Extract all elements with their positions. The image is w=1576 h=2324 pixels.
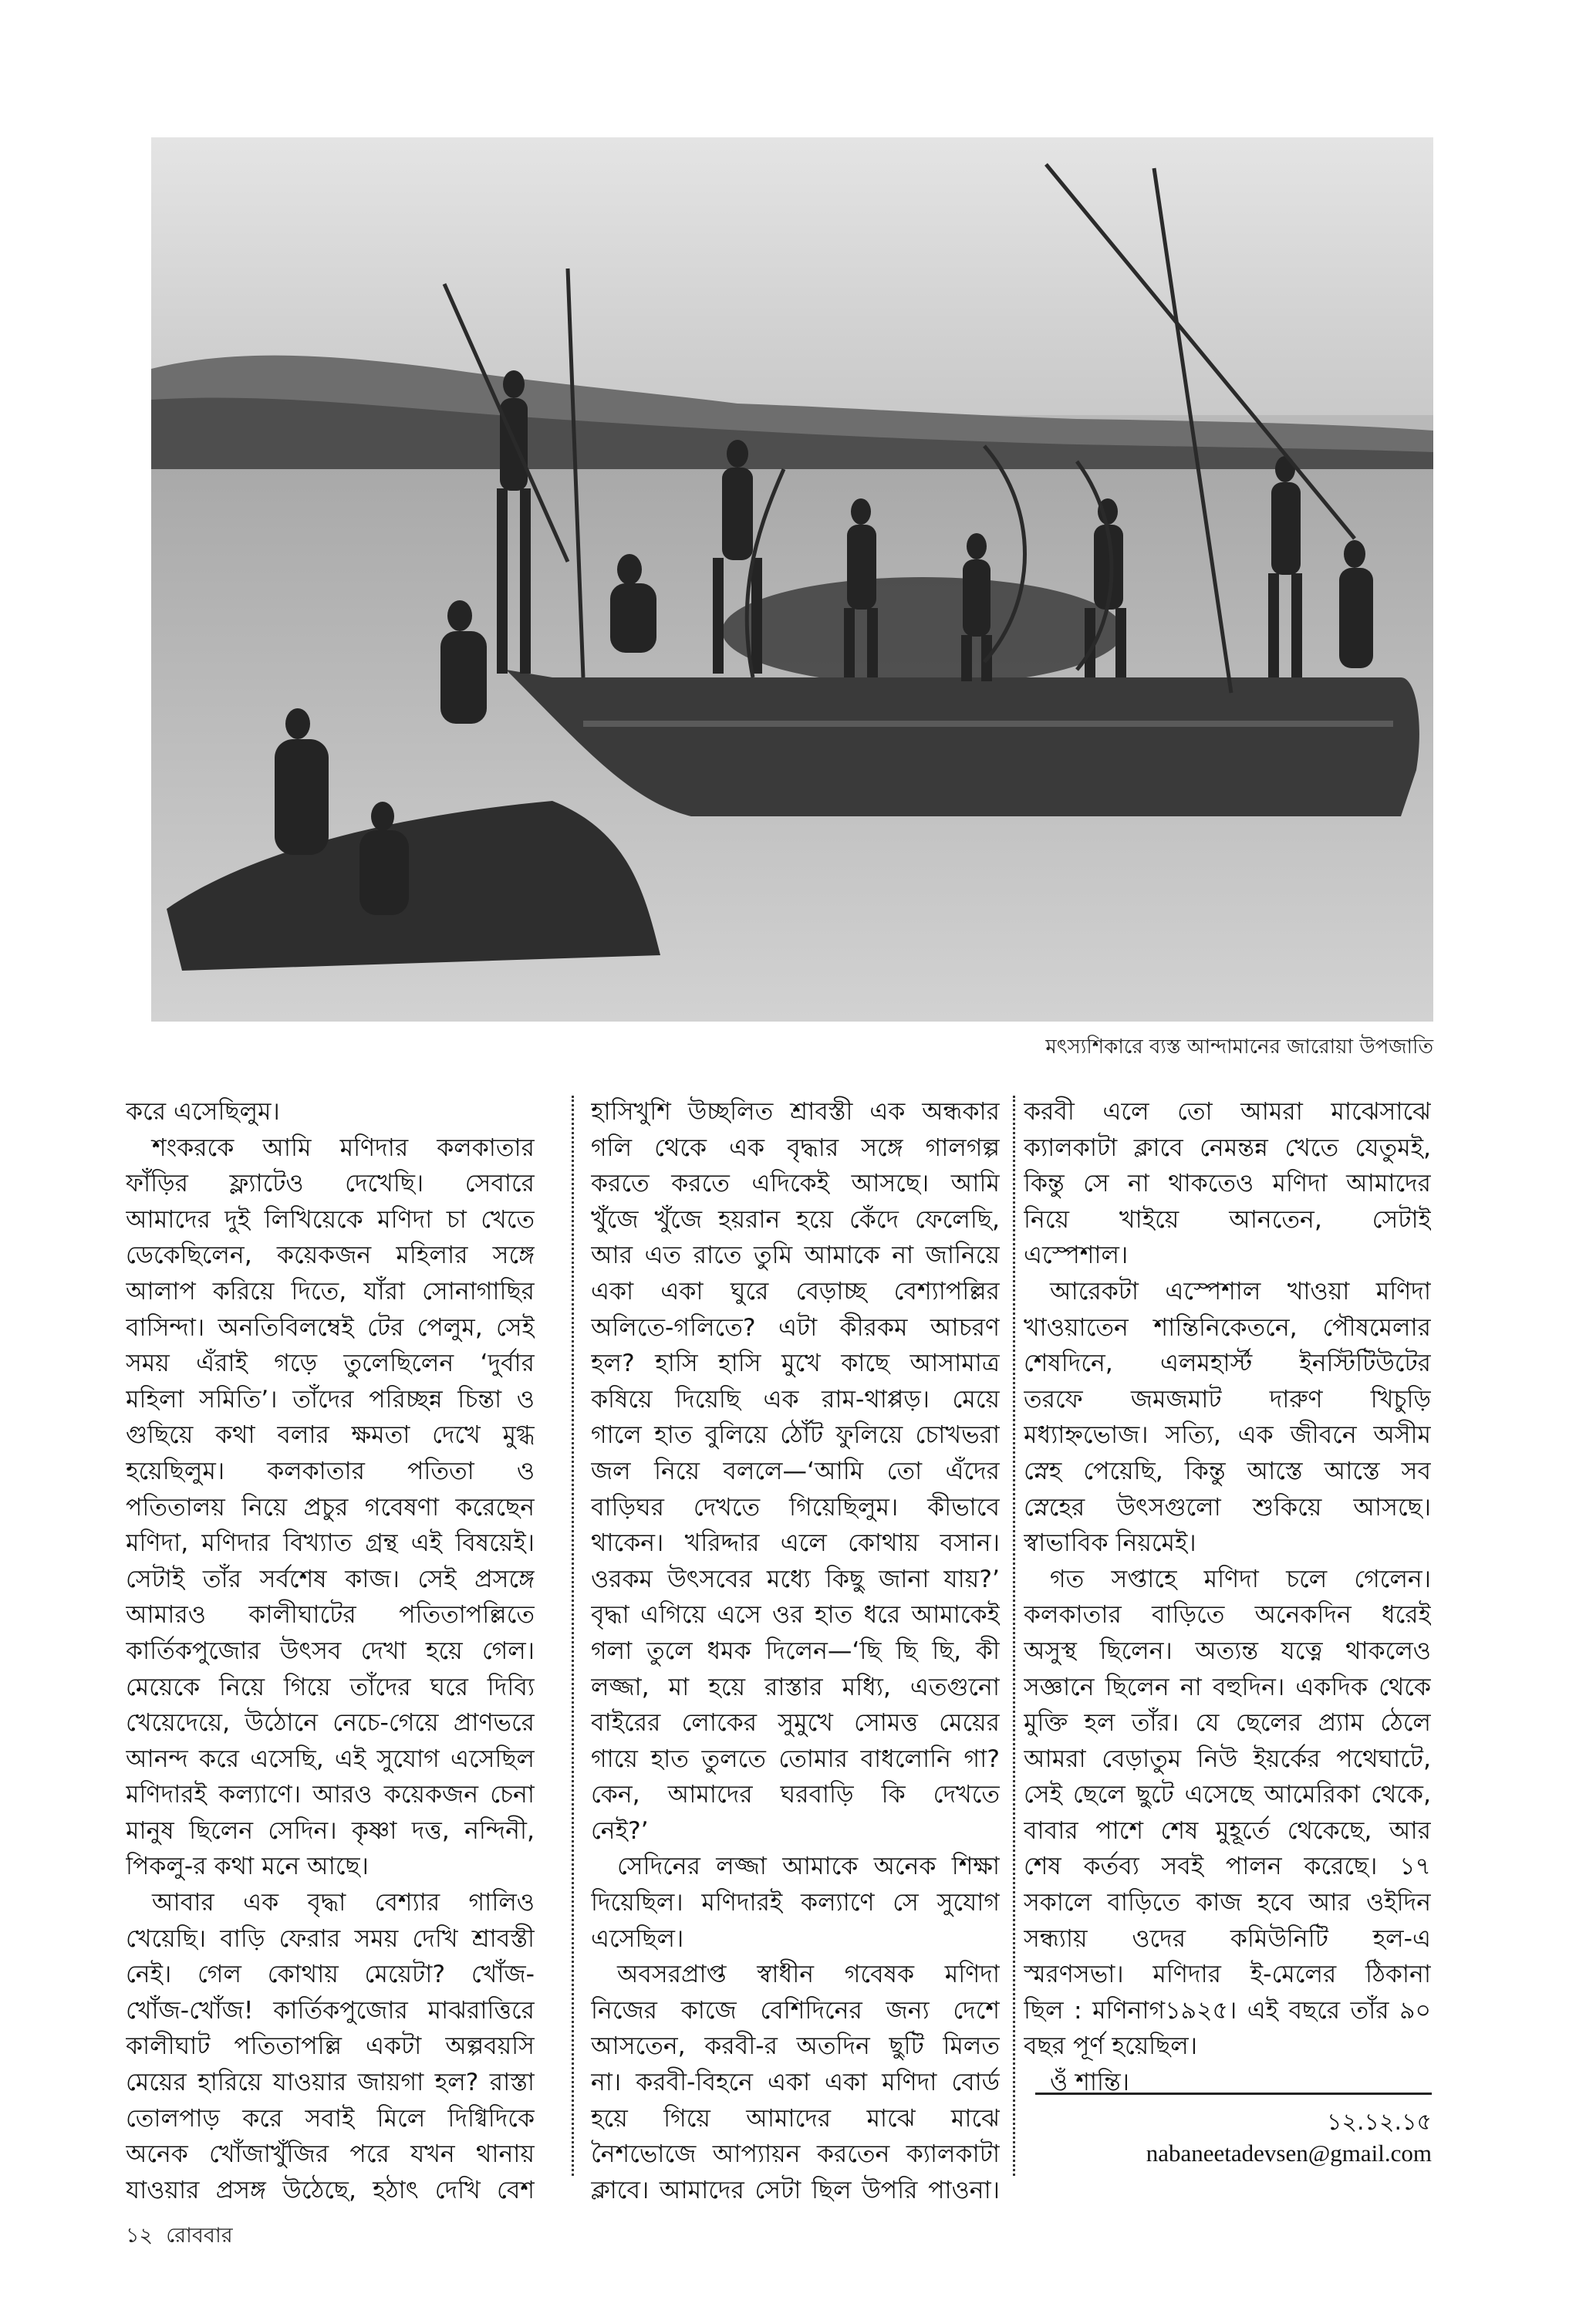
text-line: কেন, আমাদের ঘরবাড়ি কি দেখতে <box>591 1781 1000 1809</box>
text-line: মেয়ের হারিয়ে যাওয়ার জায়গা হল? রাস্তা <box>126 2069 535 2097</box>
text-line: শেষ কর্তব্য সবই পালন করেছে। ১৭ <box>1024 1853 1431 1881</box>
signoff-rule <box>1035 2093 1432 2095</box>
text-line: ডেকেছিলেন, কয়েকজন মহিলার সঙ্গে <box>126 1241 535 1270</box>
text-line: অসুস্থ ছিলেন। অত্যন্ত যত্নে থাকলেও <box>1024 1637 1431 1665</box>
text-line: ফাঁড়ির ফ্ল্যাটেও দেখেছি। সেবারে <box>126 1170 535 1198</box>
text-line: স্নেহের উৎসগুলো শুকিয়ে আসছে। <box>1024 1493 1431 1522</box>
text-line: করে এসেছিলুম। <box>126 1098 280 1126</box>
text-line: অলিতে-গলিতে? এটা কীরকম আচরণ <box>591 1313 1000 1342</box>
text-line: জল নিয়ে বললে—‘আমি তো এঁদের <box>591 1457 1000 1485</box>
text-line: নৈশভোজে আপ্যায়ন করতেন ক্যালকাটা <box>591 2140 1000 2169</box>
text-line: সজ্ঞানে ছিলেন না বহুদিন। একদিক থেকে <box>1024 1673 1431 1701</box>
text-line: মণিদা, মণিদার বিখ্যাত গ্রন্থ এই বিষয়েই। <box>126 1529 535 1558</box>
text-line: অনেক খোঁজাখুঁজির পরে যখন থানায় <box>126 2140 535 2169</box>
text-line: ছিল : মণিনাগ১৯২৫। এই বছরে তাঁর ৯০ <box>1024 1996 1431 2025</box>
text-line: শংকরকে আমি মণিদার কলকাতার <box>152 1133 535 1162</box>
text-line: আমাদের দুই লিখিয়েকে মণিদা চা খেতে <box>126 1205 535 1234</box>
text-line: থাকেন। খরিদ্দার এলে কোথায় বসান। <box>591 1529 1000 1558</box>
text-line: আনন্দ করে এসেছি, এই সুযোগ এসেছিল <box>126 1745 535 1773</box>
author-email: nabaneetadevsen@gmail.com <box>1146 2140 1432 2167</box>
text-line: ওরকম উৎসবের মধ্যে কিছু জানা যায়?’ <box>591 1565 1000 1593</box>
text-line: সকালে বাড়িতে কাজ হবে আর ওইদিন <box>1024 1889 1431 1917</box>
text-line: লজ্জা, মা হয়ে রাস্তার মধ্যি, এতগুনো <box>591 1673 1000 1701</box>
page-number: ১২ <box>126 2224 154 2248</box>
text-line: করবী এলে তো আমরা মাঝেসাঝে <box>1024 1098 1431 1126</box>
page-footer <box>126 2220 233 2255</box>
text-line: মণিদারই কল্যাণে। আরও কয়েকজন চেনা <box>126 1781 535 1809</box>
column-divider <box>1013 1096 1015 2176</box>
text-line: ওঁ শান্তি। <box>1050 2069 1129 2097</box>
article-column-3 <box>1024 1094 1431 2101</box>
text-line: স্মরণসভা। মণিদার ই-মেলের ঠিকানা <box>1024 1961 1431 1989</box>
text-line: বাইরের লোকের সুমুখে সোমত্ত মেয়ের <box>591 1709 1000 1738</box>
text-line: খুঁজে খুঁজে হয়রান হয়ে কেঁদে ফেলেছি, <box>591 1205 1000 1234</box>
text-line: সেদিনের লজ্জা আমাকে অনেক শিক্ষা <box>617 1853 1000 1881</box>
text-line: একা একা ঘুরে বেড়াচ্ছ বেশ্যাপল্লির <box>591 1277 1000 1306</box>
publication-name: রোববার <box>166 2224 233 2248</box>
text-line: বাড়িঘর দেখতে গিয়েছিলুম। কীভাবে <box>591 1493 1000 1522</box>
text-line: কষিয়ে দিয়েছি এক রাম-থাপ্পড়। মেয়ে <box>591 1385 1000 1414</box>
text-line: করতে করতে এদিকেই আসছে। আমি <box>591 1170 1000 1198</box>
text-line: কলকাতার বাড়িতে অনেকদিন ধরেই <box>1024 1601 1431 1630</box>
text-line: স্বাভাবিক নিয়মেই। <box>1024 1529 1196 1558</box>
dugout-canoe <box>506 670 1419 816</box>
text-line: মধ্যাহ্নভোজ। সত্যি, এক জীবনে অসীম <box>1024 1421 1431 1450</box>
text-line: দিয়েছিল। মণিদারই কল্যাণে সে সুযোগ <box>591 1889 1000 1917</box>
photo-caption: মৎস্যশিকারে ব্যস্ত আন্দামানের জারোয়া উপজাতি <box>1045 1035 1433 1059</box>
text-line: নেই?’ <box>591 1816 649 1845</box>
text-line: মানুষ ছিলেন সেদিন। কৃষ্ণা দত্ত, নন্দিনী, <box>126 1816 535 1845</box>
text-line: বৃদ্ধা এগিয়ে এসে ওর হাত ধরে আমাকেই <box>591 1601 1000 1630</box>
text-line: কার্তিকপুজোর উৎসব দেখা হয়ে গেল। <box>126 1637 535 1665</box>
text-line: নিয়ে খাইয়ে আনতেন, সেটাই <box>1024 1205 1431 1234</box>
text-line: স্নেহ পেয়েছি, কিন্তু আস্তে আস্তে সব <box>1024 1457 1431 1485</box>
text-line: নেই। গেল কোথায় মেয়েটা? খোঁজ- <box>126 1961 535 1989</box>
text-line: বাবার পাশে শেষ মুহূর্তে থেকেছে, আর <box>1024 1816 1431 1845</box>
text-line: হল? হাসি হাসি মুখে কাছে আসামাত্র <box>591 1349 1000 1378</box>
text-line: পতিতালয় নিয়ে প্রচুর গবেষণা করেছেন <box>126 1493 535 1522</box>
text-line: খেয়েদেয়ে, উঠোনে নেচে-গেয়ে প্রাণভরে <box>126 1709 535 1738</box>
canoe-fishing-photograph <box>151 137 1433 1022</box>
text-line: সন্ধ্যায় ওদের কমিউনিটি হল-এ <box>1024 1924 1431 1953</box>
text-line: সময় এঁরাই গড়ে তুলেছিলেন ‘দুর্বার <box>126 1349 535 1378</box>
photo-illustration <box>151 137 1433 1022</box>
article-column-1 <box>126 1094 535 2208</box>
text-line: অবসরপ্রাপ্ত স্বাধীন গবেষক মণিদা <box>617 1961 1000 1989</box>
text-line: কালীঘাট পতিতাপল্লি একটা অল্পবয়সি <box>126 2032 535 2061</box>
text-line: আর এত রাতে তুমি আমাকে না জানিয়ে <box>591 1241 1000 1270</box>
text-line: যাওয়ার প্রসঙ্গ উঠেছে, হঠাৎ দেখি বেশ <box>126 2176 535 2204</box>
column-divider <box>572 1096 574 2176</box>
text-line: মুক্তি হল তাঁর। যে ছেলের প্র্যাম ঠেলে <box>1024 1709 1431 1738</box>
text-line: আবার এক বৃদ্ধা বেশ্যার গালিও <box>152 1889 535 1917</box>
text-line: মেয়েকে নিয়ে গিয়ে তাঁদের ঘরে দিব্যি <box>126 1673 535 1701</box>
text-line: এসেছিল। <box>591 1924 684 1953</box>
text-line: মহিলা সমিতি’। তাঁদের পরিচ্ছন্ন চিন্তা ও <box>126 1385 535 1414</box>
text-line: গলি থেকে এক বৃদ্ধার সঙ্গে গালগল্প <box>591 1133 1000 1162</box>
text-line: নিজের কাজে বেশিদিনের জন্য দেশে <box>591 1996 1000 2025</box>
text-line: কিন্তু সে না থাকতেও মণিদা আমাদের <box>1024 1170 1431 1198</box>
text-line: গত সপ্তাহে মণিদা চলে গেলেন। <box>1050 1565 1431 1593</box>
text-line: আলাপ করিয়ে দিতে, যাঁরা সোনাগাছির <box>126 1277 535 1306</box>
text-line: ক্লাবে। আমাদের সেটা ছিল উপরি পাওনা। <box>591 2176 1000 2204</box>
text-line: হাসিখুশি উচ্ছলিত শ্রাবস্তী এক অন্ধকার <box>591 1098 1000 1126</box>
text-line: হয়ে গিয়ে আমাদের মাঝে মাঝে <box>591 2104 1000 2133</box>
text-line: শেষদিনে, এলমহার্স্ট ইনস্টিটিউটের <box>1024 1349 1431 1378</box>
text-line: বাসিন্দা। অনতিবিলম্বেই টের পেলুম, সেই <box>126 1313 535 1342</box>
text-line: আমারও কালীঘাটের পতিতাপল্লিতে <box>126 1601 535 1630</box>
text-line: আসতেন, করবী-র অতদিন ছুটি মিলত <box>591 2032 1000 2061</box>
text-line: সেই ছেলে ছুটে এসেছে আমেরিকা থেকে, <box>1024 1781 1431 1809</box>
mangrove-bush <box>722 577 1123 685</box>
article-column-2 <box>591 1094 1000 2208</box>
text-line: না। করবী-বিহনে একা একা মণিদা বোর্ড <box>591 2069 1000 2097</box>
text-line: আরেকটা এস্পেশাল খাওয়া মণিদা <box>1050 1277 1431 1306</box>
text-line: তোলপাড় করে সবাই মিলে দিগ্বিদিকে <box>126 2104 535 2133</box>
article-date: ১২.১২.১৫ <box>1327 2109 1432 2136</box>
text-line: গায়ে হাত তুলতে তোমার বাধলোনি গা? <box>591 1745 1000 1773</box>
text-line: এস্পেশাল। <box>1024 1241 1129 1270</box>
text-line: বছর পূর্ণ হয়েছিল। <box>1024 2032 1198 2061</box>
text-line: গলা তুলে ধমক দিলেন—‘ছি ছি ছি, কী <box>591 1637 1000 1665</box>
text-line: তরফে জমজমাট দারুণ খিচুড়ি <box>1024 1385 1431 1414</box>
text-line: ক্যালকাটা ক্লাবে নেমন্তন্ন খেতে যেতুমই, <box>1024 1133 1431 1162</box>
text-line: গুছিয়ে কথা বলার ক্ষমতা দেখে মুগ্ধ <box>126 1421 535 1450</box>
text-line: খেয়েছি। বাড়ি ফেরার সময় দেখি শ্রাবস্তী <box>126 1924 535 1953</box>
text-line: খাওয়াতেন শান্তিনিকেতনে, পৌষমেলার <box>1024 1313 1431 1342</box>
text-line: আমরা বেড়াতুম নিউ ইয়র্কের পথেঘাটে, <box>1024 1745 1431 1773</box>
text-line: খোঁজ-খোঁজ! কার্তিকপুজোর মাঝরাত্তিরে <box>126 1996 535 2025</box>
text-line: গালে হাত বুলিয়ে ঠোঁট ফুলিয়ে চোখভরা <box>591 1421 1000 1450</box>
text-line: পিকলু-র কথা মনে আছে। <box>126 1853 369 1881</box>
text-line: হয়েছিলুম। কলকাতার পতিতা ও <box>126 1457 535 1485</box>
text-line: সেটাই তাঁর সর্বশেষ কাজ। সেই প্রসঙ্গে <box>126 1565 535 1593</box>
